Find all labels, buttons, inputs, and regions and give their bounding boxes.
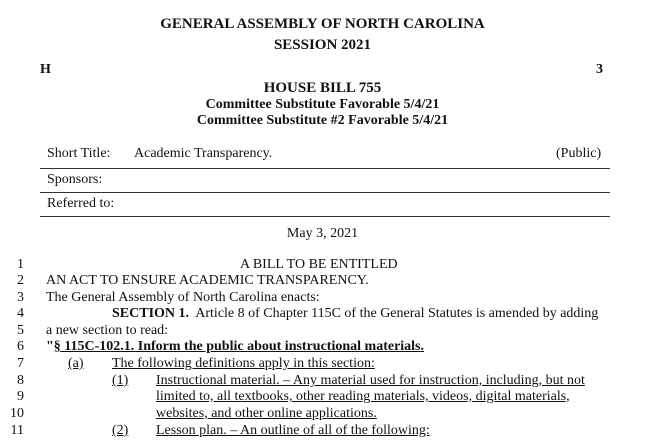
divider (40, 168, 610, 169)
section-label: SECTION 1. (112, 306, 190, 321)
committee-substitute-1: Committee Substitute Favorable 5/4/21 (205, 97, 440, 112)
line-number: 1 (17, 257, 24, 272)
section-1-text (112, 306, 598, 322)
subsection-label: (a) (68, 356, 84, 371)
divider (40, 216, 610, 217)
bill-date: May 3, 2021 (286, 226, 359, 241)
referred-label: Referred to: (47, 196, 115, 211)
sponsors-label: Sponsors: (47, 172, 103, 187)
divider (40, 192, 610, 193)
line-text: The following definitions apply in this section: (112, 356, 375, 371)
enacting-clause: The General Assembly of North Carolina enacts: (46, 290, 320, 305)
short-title-label: Short Title: (47, 146, 111, 161)
line-text: Instructional material. – Any material used for instruction, including, but not (156, 373, 585, 388)
line-number: 6 (17, 339, 24, 354)
assembly-title: GENERAL ASSEMBLY OF NORTH CAROLINA (160, 16, 485, 32)
session-title: SESSION 2021 (273, 37, 372, 53)
line-number: 4 (17, 306, 24, 321)
line-number: 8 (17, 373, 24, 388)
section-text: Article 8 of Chapter 115C of the General Statutes is amended by adding (195, 306, 599, 321)
line-text: limited to, all textbooks, other reading materials, videos, digital materials, (156, 389, 570, 404)
line-number: 11 (10, 423, 24, 438)
item-label: (1) (112, 373, 129, 388)
section-heading (46, 339, 424, 355)
short-title: Academic Transparency. (134, 146, 273, 161)
line-number: 5 (17, 323, 24, 338)
bill-number: HOUSE BILL 755 (263, 80, 382, 96)
version-number: 3 (596, 62, 603, 77)
act-title: AN ACT TO ENSURE ACADEMIC TRANSPARENCY. (46, 273, 369, 288)
line-number: 9 (17, 389, 24, 404)
bill-type: (Public) (556, 146, 602, 161)
committee-substitute-2: Committee Substitute #2 Favorable 5/4/21 (196, 113, 449, 128)
line-text: websites, and other online applications. (156, 406, 377, 421)
line-text: a new section to read: (46, 323, 169, 338)
line-number: 7 (17, 356, 24, 371)
quote-mark: " (46, 339, 54, 354)
line-number: 2 (17, 273, 24, 288)
section-heading-text: § 115C-102.1. Inform the public about instructional materials. (53, 339, 425, 354)
bill-heading: A BILL TO BE ENTITLED (240, 257, 398, 272)
chamber-label: H (40, 62, 51, 77)
item-label: (2) (112, 423, 129, 438)
line-number: 3 (17, 290, 24, 305)
line-text: Lesson plan. – An outline of all of the following: (156, 423, 430, 438)
line-number: 10 (10, 406, 24, 421)
